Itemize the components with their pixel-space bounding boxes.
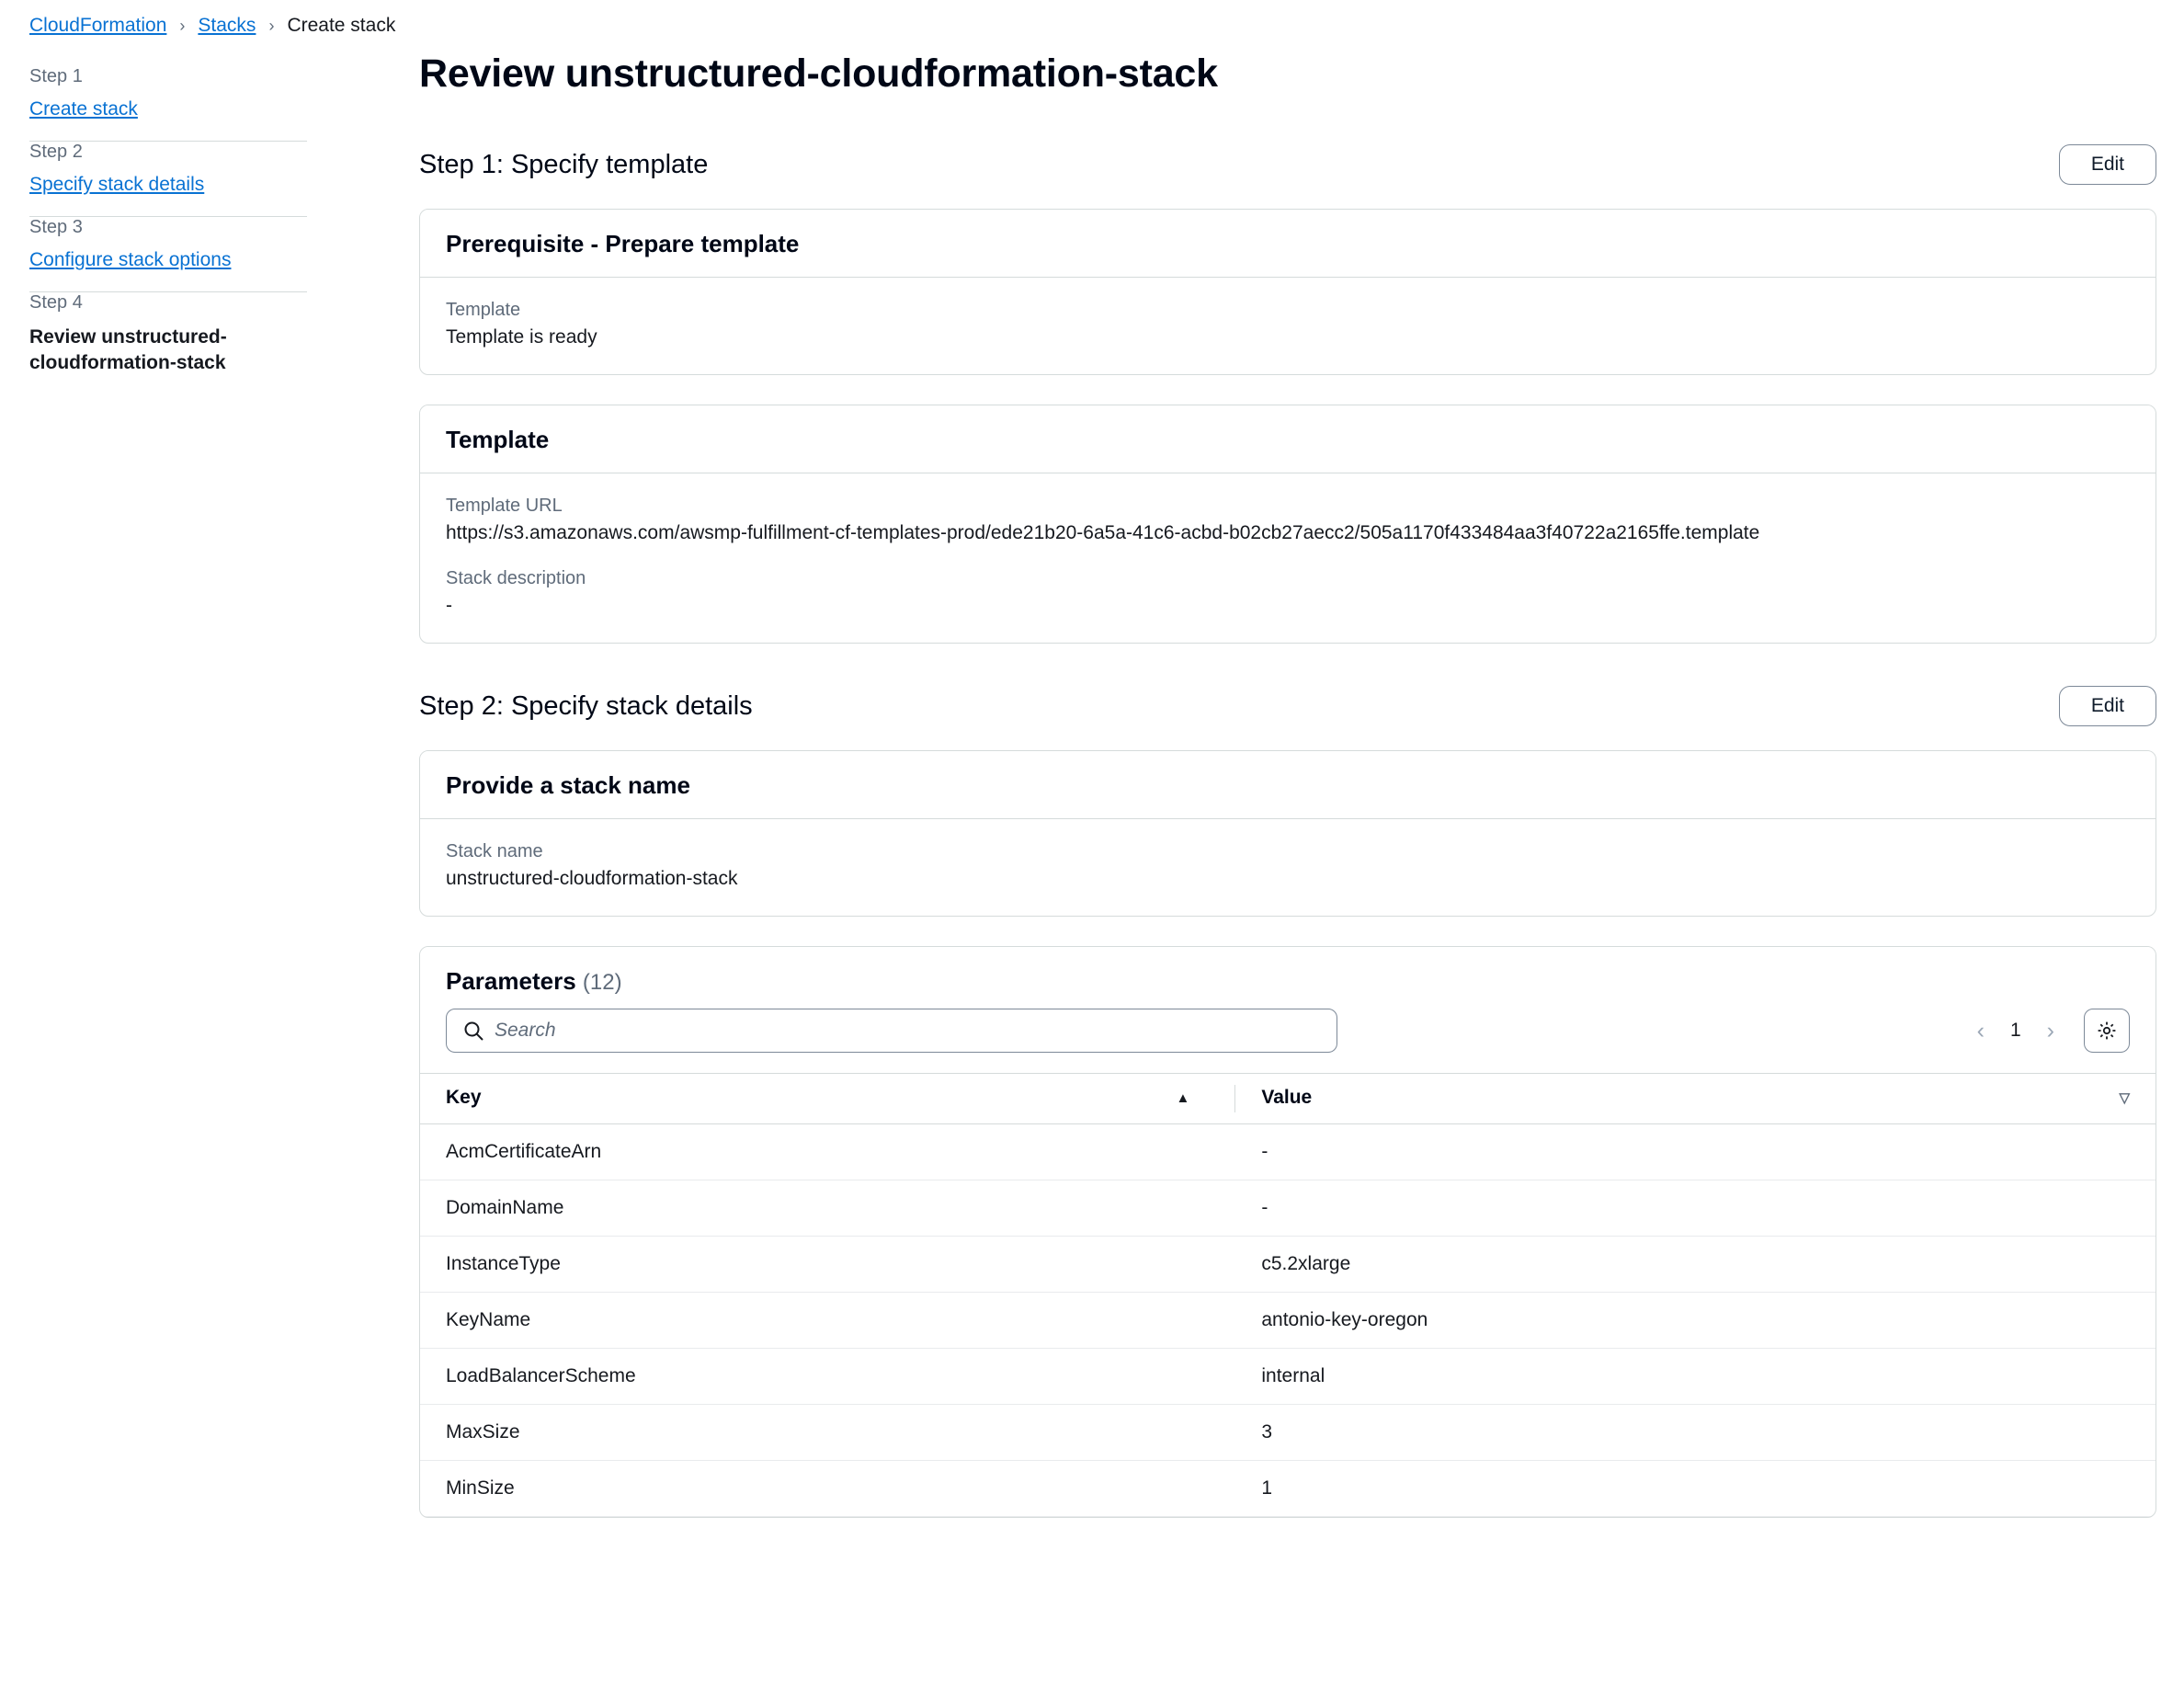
- breadcrumb-item-create-stack: Create stack: [287, 15, 396, 36]
- sidebar-item-specify-stack-details[interactable]: [29, 142, 311, 216]
- param-key: MinSize: [420, 1461, 1235, 1517]
- param-key: AcmCertificateArn: [420, 1124, 1235, 1180]
- wizard-steps-nav: [29, 66, 311, 397]
- parameters-title: [446, 967, 2130, 996]
- stack-name-title: Provide a stack name: [446, 771, 690, 799]
- table-row: [420, 1293, 2156, 1349]
- breadcrumb-separator-icon: ›: [179, 16, 186, 35]
- main-content: [419, 51, 2156, 1547]
- param-value: 3: [1235, 1405, 2156, 1461]
- param-value: 1: [1235, 1461, 2156, 1517]
- parameters-table: [420, 1073, 2156, 1517]
- param-key: InstanceType: [420, 1237, 1235, 1293]
- template-container: [419, 405, 2156, 644]
- table-row: [420, 1461, 2156, 1517]
- page-title: Review unstructured-cloudformation-stack: [419, 51, 1218, 96]
- next-page-icon[interactable]: ›: [2046, 1017, 2054, 1043]
- pagination: [1966, 1009, 2130, 1053]
- sidebar-item-review: [29, 292, 311, 397]
- page-number[interactable]: 1: [2009, 1020, 2021, 1041]
- param-key: KeyName: [420, 1293, 1235, 1349]
- edit-step2-button[interactable]: Edit: [2059, 686, 2156, 726]
- param-value: -: [1235, 1180, 2156, 1237]
- prerequisite-header: [420, 210, 2156, 278]
- param-key: MaxSize: [420, 1405, 1235, 1461]
- preferences-button[interactable]: [2084, 1009, 2130, 1053]
- table-header-row: [420, 1074, 2156, 1124]
- template-body: [420, 473, 2156, 643]
- stack-name-value: unstructured-cloudformation-stack: [446, 868, 738, 889]
- prerequisite-container: [419, 209, 2156, 375]
- breadcrumb-item-stacks[interactable]: Stacks: [198, 15, 256, 36]
- stack-description-label: Stack description: [446, 568, 586, 588]
- param-value: c5.2xlarge: [1235, 1237, 2156, 1293]
- column-header-key-label: Key: [446, 1087, 482, 1108]
- gear-icon: [2096, 1020, 2118, 1042]
- table-row: [420, 1237, 2156, 1293]
- parameters-header: [420, 947, 2156, 1005]
- param-value: -: [1235, 1124, 2156, 1180]
- param-key: DomainName: [420, 1180, 1235, 1237]
- column-header-value[interactable]: [1235, 1074, 2156, 1124]
- column-header-key[interactable]: [420, 1074, 1235, 1124]
- param-value: internal: [1235, 1349, 2156, 1405]
- param-value: antonio-key-oregon: [1235, 1293, 2156, 1349]
- parameters-title-text: Parameters: [446, 967, 576, 995]
- parameters-table-body: [420, 1124, 2156, 1517]
- section-header-step2: [419, 686, 2156, 726]
- step-label-2: Step 2: [29, 142, 83, 162]
- search-container: [446, 1009, 1337, 1053]
- prerequisite-title: Prerequisite - Prepare template: [446, 230, 800, 257]
- stack-name-label: Stack name: [446, 841, 543, 861]
- sidebar-item-configure-stack-options[interactable]: [29, 217, 311, 291]
- stack-name-body: [420, 819, 2156, 916]
- parameters-count: (12): [582, 970, 622, 995]
- step-current-review: Review unstructured-cloudformation-stack: [29, 326, 227, 374]
- step-link-create-stack[interactable]: Create stack: [29, 98, 138, 120]
- parameters-toolbar: [420, 1005, 2156, 1073]
- step-label-3: Step 3: [29, 217, 83, 237]
- sort-ascending-icon: ▲: [1176, 1089, 1190, 1106]
- breadcrumb-separator-icon: ›: [268, 16, 275, 35]
- section-title-step1: Step 1: Specify template: [419, 149, 709, 179]
- section-header-step1: [419, 144, 2156, 185]
- step-link-configure-stack-options[interactable]: Configure stack options: [29, 249, 232, 270]
- sidebar-item-create-stack[interactable]: [29, 66, 311, 141]
- template-value: Template is ready: [446, 326, 597, 348]
- breadcrumb: [29, 15, 395, 37]
- table-row: [420, 1405, 2156, 1461]
- stack-name-container: [419, 750, 2156, 917]
- stack-name-header: [420, 751, 2156, 819]
- table-row: [420, 1124, 2156, 1180]
- prerequisite-body: [420, 278, 2156, 374]
- table-row: [420, 1349, 2156, 1405]
- template-label: Template: [446, 300, 521, 320]
- step-label-1: Step 1: [29, 66, 83, 86]
- template-header: [420, 405, 2156, 473]
- step-link-specify-stack-details[interactable]: Specify stack details: [29, 174, 205, 195]
- template-url-label: Template URL: [446, 496, 563, 516]
- previous-page-icon[interactable]: ‹: [1976, 1017, 1985, 1043]
- template-url-value: https://s3.amazonaws.com/awsmp-fulfillment-cf-templates-prod/ede21b20-6a5a-41c6-acbd-b02cb27aecc2/505a1170f433484aa3f40722a2165ffe.template: [446, 522, 1760, 543]
- edit-step1-button[interactable]: Edit: [2059, 144, 2156, 185]
- section-title-step2: Step 2: Specify stack details: [419, 690, 753, 721]
- column-header-value-label: Value: [1261, 1087, 1313, 1108]
- step-label-4: Step 4: [29, 292, 83, 313]
- table-row: [420, 1180, 2156, 1237]
- parameters-container: [419, 946, 2156, 1518]
- search-input[interactable]: [446, 1009, 1337, 1053]
- param-key: LoadBalancerScheme: [420, 1349, 1235, 1405]
- sort-descending-icon: ▽: [2119, 1090, 2130, 1106]
- breadcrumb-item-cloudformation[interactable]: CloudFormation: [29, 15, 167, 36]
- template-title: Template: [446, 426, 550, 453]
- stack-description-value: -: [446, 595, 452, 616]
